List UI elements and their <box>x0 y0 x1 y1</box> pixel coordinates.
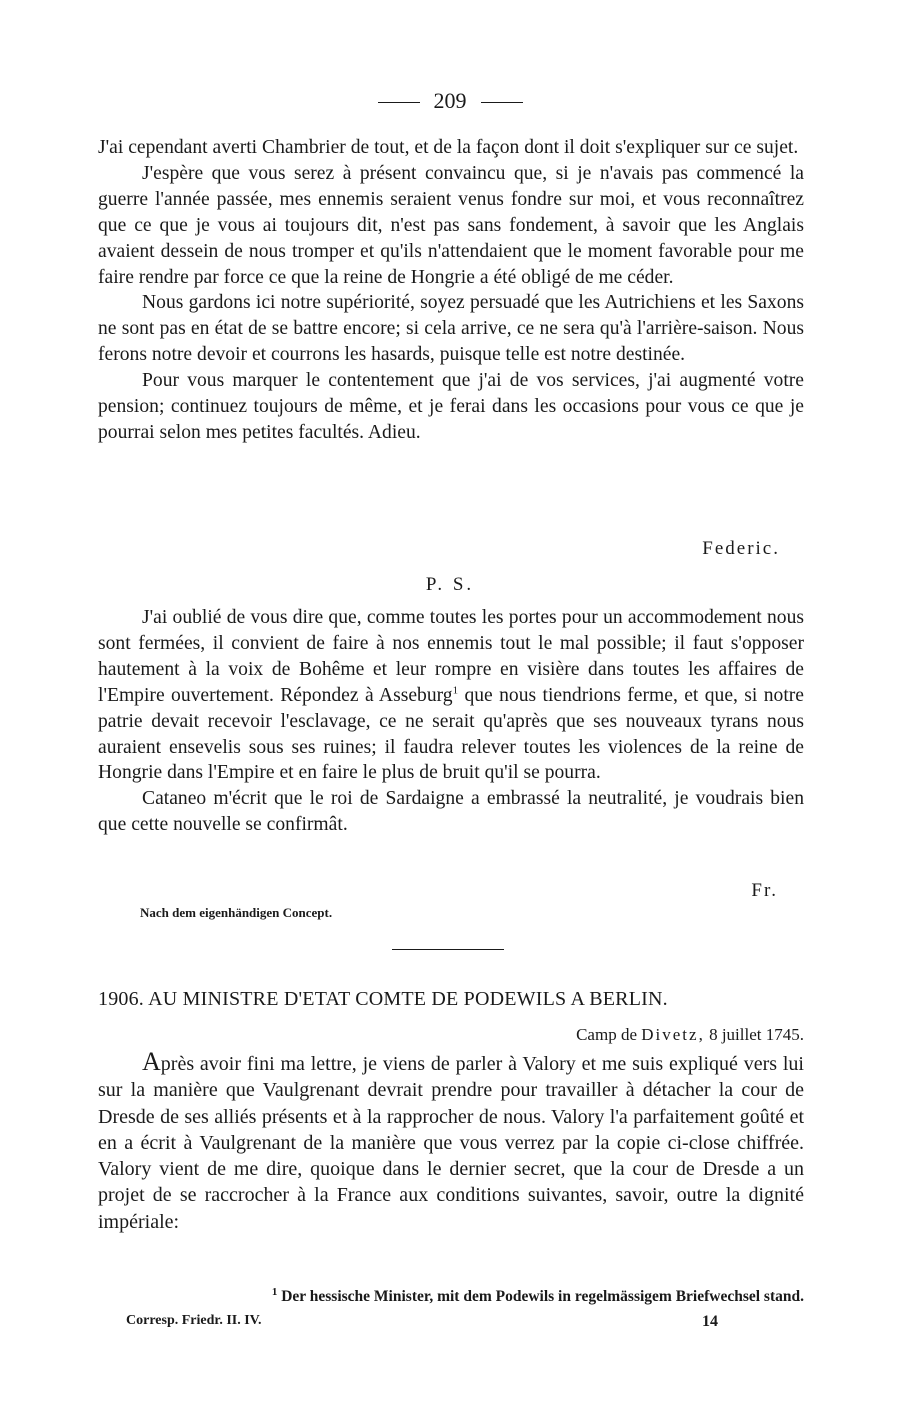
postscript-paragraph-2: Cataneo m'écrit que le roi de Sardaigne a embrassé la neutralité, je voudrais bien que cette nouvelle se confirmât. <box>98 788 804 836</box>
postscript-paragraph-1 <box>98 605 804 786</box>
footnote-text: Der hessische Minister, mit dem Podewils in regelmässigem Briefwechsel stand. <box>281 1288 804 1305</box>
postscript-heading: P. S. <box>425 574 475 595</box>
letter-2-initial: A <box>142 1047 161 1076</box>
letter-1-paragraph-4: Pour vous marquer le contentement que j'ai de vos services, j'ai augmenté votre pension; continuez toujours de même, et je ferai dans les occasions pour vous ce que je pourrai selon mes petites facultés. Adieu. <box>98 370 804 443</box>
postscript-text-before-note: J'ai oublié de vous dire que, comme toutes les portes pour un accommodement nous sont fermées, il convient de faire à nos ennemis tout le mal possible; il faut s'opposer hautement à la voix de Bohême et leur rompre en visière dans toutes les affaires de l'Empire ouvertement. Répondez à Asseburg <box>98 607 804 706</box>
footnote <box>98 1285 804 1306</box>
postscript-body <box>98 605 804 838</box>
letter-1-body <box>98 135 804 446</box>
page-footer <box>126 1313 726 1329</box>
letter-2-place-date <box>576 1025 804 1045</box>
page-number-text: 209 <box>433 88 467 113</box>
footnote-marker: 1 <box>271 1285 278 1298</box>
letter-2-number: 1906. <box>98 988 144 1010</box>
letter-2-heading <box>98 988 808 1011</box>
letter-1-paragraph-1: J'ai cependant averti Chambrier de tout, et de la façon dont il doit s'expliquer sur ce sujet. <box>98 137 799 158</box>
letter-date: 8 juillet 1745. <box>709 1025 804 1044</box>
page-number <box>0 88 900 114</box>
postscript-text-after-note: que nous tiendrions ferme, et que, si notre patrie devait recevoir l'esclavage, ce ne serait qu'après que ses nouveaux tyrans nous auraient ensevelis sous ses ruines; il faudra relever toutes les violences de la reine de Hongrie dans l'Empire et en faire le plus de bruit qu'il se pourra. <box>98 684 804 784</box>
letter-1-signature: Federic. <box>702 538 780 559</box>
place-name: Divetz, <box>641 1025 705 1044</box>
footer-source: Corresp. Friedr. II. IV. <box>126 1313 262 1328</box>
footer-sheet-number: 14 <box>702 1313 718 1330</box>
letter-2-body <box>98 1049 804 1235</box>
footnote-reference: 1 <box>452 684 459 697</box>
letter-1-paragraph-3: Nous gardons ici notre supériorité, soyez persuadé que les Autrichiens et les Saxons ne sont pas en état de se battre encore; si cela arrive, ce ne sera qu'à l'arrière-saison. Nous ferons notre devoir et courrons les hasards, puisque telle est notre destinée. <box>98 292 804 366</box>
source-note: Nach dem eigenhändigen Concept. <box>140 905 333 920</box>
letter-2-title: AU MINISTRE D'ETAT COMTE DE PODEWILS A BERLIN. <box>148 988 668 1010</box>
section-divider <box>392 949 504 950</box>
page-number-left-dash <box>378 102 420 103</box>
place-prefix: Camp de <box>576 1025 637 1044</box>
postscript-signature: Fr. <box>751 880 778 901</box>
letter-2-paragraph <box>98 1049 804 1235</box>
page-number-right-dash <box>481 102 523 103</box>
letter-1-paragraph-2: J'espère que vous serez à présent convaincu que, si je n'avais pas commencé la guerre l'année passée, mes ennemis seraient venus fondre sur moi, et vous reconnaîtrez que ce que je vous ai toujours dit, n'est pas sans fondement, à savoir que les Anglais avaient dessein de nous tromper et qu'ils n'attendaient que le moment favorable pour me faire rendre par force ce que la reine de Hongrie a été obligé de me céder. <box>98 162 804 288</box>
letter-2-paragraph-text: près avoir fini ma lettre, je viens de parler à Valory et me suis expliqué vers lui sur la manière que Vaulgrenant devrait prendre pour travailler à détacher la cour de Dresde de ses alliés présents et à la rapprocher de nous. Valory l'a parfaitement goûté et en a écrit à Vaulgrenant de la manière que vous verrez par la copie ci-close chiffrée. Valory vient de me dire, quoique dans le dernier secret, que la cour de Dresde a un projet de se raccrocher à la France aux conditions suivantes, savoir, outre la dignité impériale: <box>98 1053 804 1233</box>
